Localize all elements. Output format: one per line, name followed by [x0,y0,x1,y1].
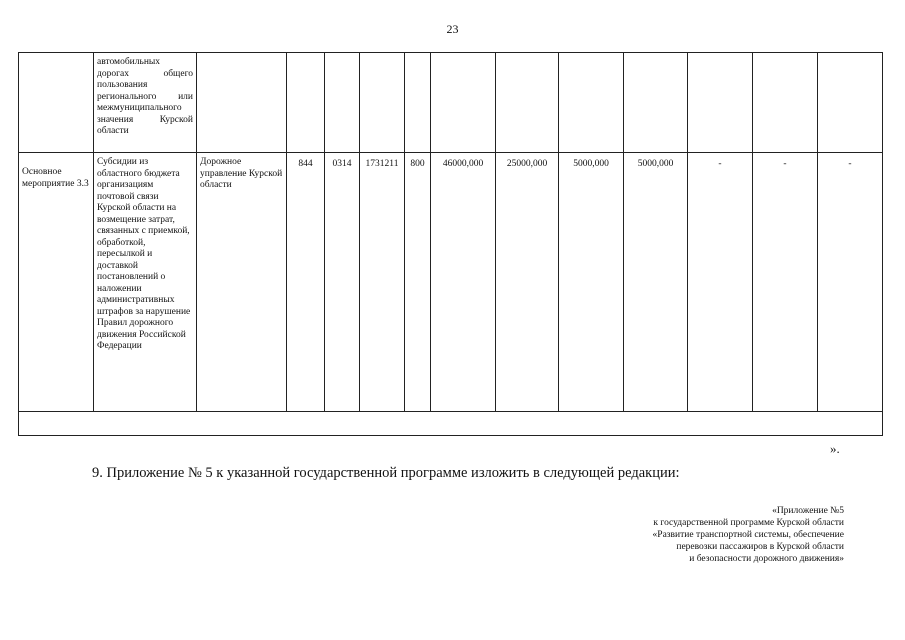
table-row-empty [19,412,883,436]
budget-table [18,52,883,436]
cell-status [19,53,94,153]
cell-description [94,53,197,153]
cell-dash: - [753,153,818,412]
table-row-main [19,153,883,412]
cell-rzpr: 0314 [325,153,360,412]
page-number: 23 [446,22,459,36]
cell-status: Основное мероприятие 3.3 [19,153,94,412]
cell-value: 5000,000 [624,153,688,412]
cell-grbs [287,53,325,153]
cell-value [624,53,688,153]
cell-description: Субсидии из областного бюджета организациям почтовой связи Курской области на возмещение затрат, связанных с приемкой, обработкой, пересылкой и доставкой постановлений о наложении административных штрафов за нарушение Правил дорожного движения Российской Федерации [94,153,197,412]
appendix-line: «Развитие транспортной системы, обеспечение [652,530,844,540]
description-line: регионального или [97,91,193,102]
cell-value [818,53,883,153]
table-row-continuation [19,53,883,153]
description-line: межмуниципального [97,103,182,113]
description-line: пользования [97,80,148,90]
cell-value [559,53,624,153]
cell-dash: - [818,153,883,412]
cell-executor [197,53,287,153]
cell-value [496,53,559,153]
cell-value [753,53,818,153]
cell-vr [405,53,431,153]
cell-grbs: 844 [287,153,325,412]
closing-quote-mark: ». [830,441,840,456]
cell-executor: Дорожное управление Курской области [197,153,287,412]
cell-value: 5000,000 [559,153,624,412]
cell-value [431,53,496,153]
appendix-line: «Приложение №5 [772,506,844,516]
description-line: значения Курской [97,114,193,125]
cell-value [688,53,753,153]
appendix-line: перевозки пассажиров в Курской области [676,542,844,552]
appendix-line: к государственной программе Курской области [653,518,844,528]
cell-rzpr [325,53,360,153]
instruction-paragraph: 9. Приложение № 5 к указанной государственной программе изложить в следующей редакции: [92,465,680,481]
cell-csr: 1731211 [360,153,405,412]
cell-empty [19,412,883,436]
description-line: автомобильных [97,57,161,67]
cell-csr [360,53,405,153]
description-line: дорогах общего [97,68,193,79]
appendix-header [520,505,844,565]
description-line: области [97,126,129,136]
cell-value: 46000,000 [431,153,496,412]
appendix-line: и безопасности дорожного движения» [689,554,844,564]
cell-dash: - [688,153,753,412]
cell-value: 25000,000 [496,153,559,412]
cell-vr: 800 [405,153,431,412]
